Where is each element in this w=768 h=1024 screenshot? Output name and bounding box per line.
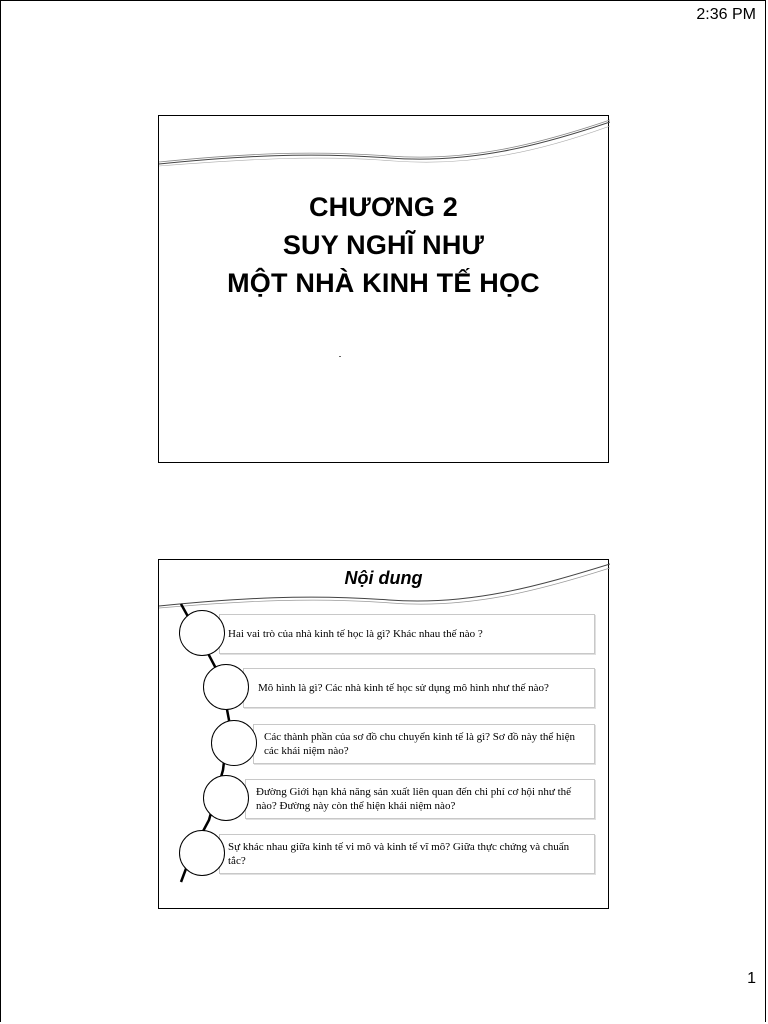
contents-item-5-text: Sự khác nhau giữa kinh tế vi mô và kinh tế vĩ mô? Giữa thực chứng và chuẩn tắc? [228,841,570,867]
contents-item-4-text: Đường Giới hạn khả năng sản xuất liên quan đến chi phí cơ hội như thế nào? Đường này còn thể hiện khái niệm nào? [256,786,572,812]
title-line-2: SUY NGHĨ NHƯ [282,230,485,260]
contents-item-2 [243,668,595,708]
bullet-circle-4 [203,775,249,821]
slide-contents [158,559,609,909]
contents-item-1-text: Hai vai trò của nhà kinh tế học là gì? Khác nhau thế nào ? [228,628,483,640]
title-line-3: MỘT NHÀ KINH TẾ HỌC [227,268,540,298]
contents-item-1 [219,614,595,654]
bullet-circle-1 [179,610,225,656]
page-number: 1 [747,970,756,987]
contents-item-2-text: Mô hình là gì? Các nhà kinh tế học sử dụng mô hình như thế nào? [258,682,549,694]
contents-item-4 [245,779,595,819]
bullet-circle-5 [179,830,225,876]
stray-dot [339,356,341,357]
slide-title-text [159,188,608,302]
bullet-circle-2 [203,664,249,710]
title-line-1: CHƯƠNG 2 [308,192,459,222]
print-time: 2:36 PM [696,6,756,23]
bullet-circle-3 [211,720,257,766]
slide-title [158,115,609,463]
contents-item-3 [253,724,595,764]
decorative-wave [159,116,610,176]
contents-item-3-text: Các thành phần của sơ đồ chu chuyển kinh tế là gì? Sơ đồ này thể hiện các khái niệm nào? [264,731,575,757]
contents-heading: Nội dung [344,568,423,588]
contents-item-5 [219,834,595,874]
